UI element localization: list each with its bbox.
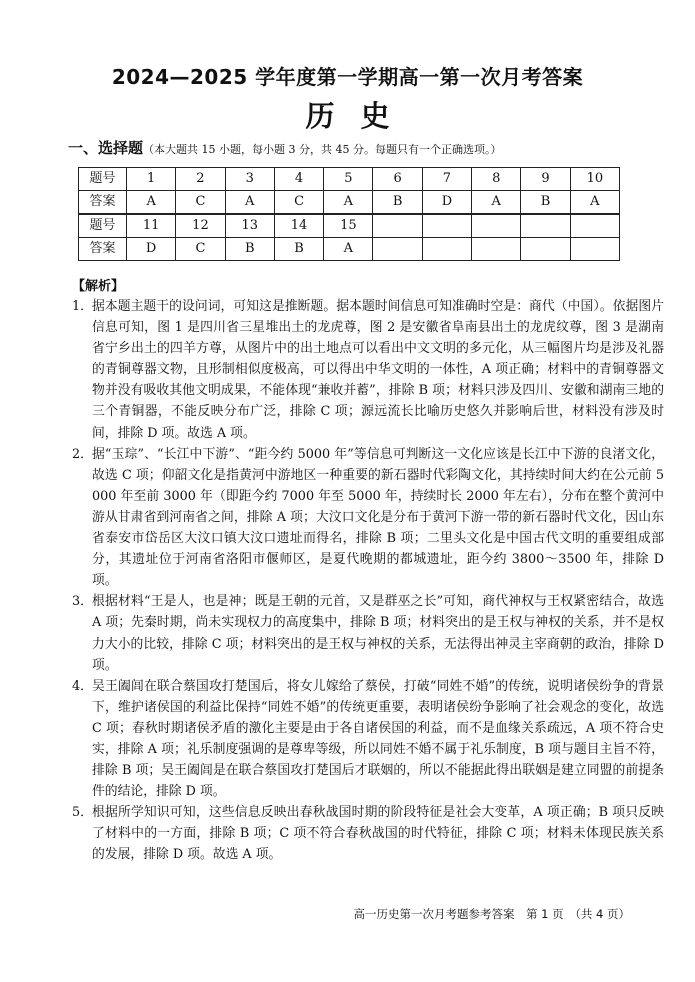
answer-cell	[422, 238, 471, 261]
item-number: 2．	[72, 446, 93, 462]
answer-cell: B	[373, 191, 422, 215]
question-number: 4	[274, 168, 323, 191]
list-item	[72, 296, 664, 444]
list-item	[72, 591, 664, 675]
analysis-heading: 【解析】	[72, 279, 125, 294]
row-label-question: 题号	[79, 168, 127, 191]
row-label-answer: 答案	[79, 191, 127, 215]
item-text: 根据材料“王是人，也是神；既是王朝的元首，又是群巫之长”可知，商代神权与王权紧密结合，故选 A 项；先秦时期，尚未实现权力的高度集中，排除 B 项；材料突出的是王权与神权的关系，并不是权力大小的比较，排除 C 项；材料突出的是王权与神权的关系，无法得出神灵主宰商朝的政治，排除 D 项。	[92, 594, 664, 673]
row-label-answer: 答案	[79, 238, 127, 261]
answer-cell	[373, 238, 422, 261]
question-number: 1	[127, 168, 176, 191]
answer-cell: C	[176, 238, 225, 261]
item-text: 吴王阖闾在联合蔡国攻打楚国后，将女儿嫁给了蔡侯，打破“同姓不婚”的传统，说明诸侯纷争的背景下，维护诸侯国的利益比保持“同姓不婚”的传统更重要，表明诸侯纷争影响了社会观念的变化，故选 C 项；春秋时期诸侯矛盾的激化主要是由于各自诸侯国的利益，而不是血缘关系疏远，A 项不符合史实，排除 A 项；礼乐制度强调的是尊卑等级，所以同姓不婚不属于礼乐制度，B 项与题目主旨不符，排除 B 项；吴王阖闾是在联合蔡国攻打楚国后才联姻的，所以不能据此得出联姻是建立同盟的前提条件的结论，排除 D 项。	[92, 678, 664, 800]
section-note: （本大题共 15 小题，每小题 3 分，共 45 分。每题只有一个正确选项。）	[143, 143, 502, 156]
answer-cell: A	[225, 191, 274, 215]
question-number: 10	[570, 168, 619, 191]
table-row	[79, 214, 620, 238]
question-number	[570, 214, 619, 238]
answer-cell: D	[127, 238, 176, 261]
answer-cell: A	[127, 191, 176, 215]
question-number	[373, 214, 422, 238]
item-text: 据本题主题干的设问词，可知这是推断题。据本题时间信息可知准确时空是：商代（中国）。依据图片信息可知，图 1 是四川省三星堆出土的龙虎尊，图 2 是安徽省阜南县出土的龙虎纹尊，图 3 是湖南省宁乡出土的四羊方尊，从图片中的出土地点可以看出中文文明的多元化，从三幅图片均是涉及礼器的青铜尊器文物，且形制相似度极高，可以得出中华文明的一体性，A 项正确；材料中的青铜尊器文物并没有吸收其他文明成果，不能体现“兼收并蓄”，排除 B 项；材料只涉及四川、安徽和湖南三地的三个青铜器，不能反映分布广泛，排除 C 项；源远流长比喻历史悠久并影响后世，材料没有涉及时间，排除 D 项。故选 A 项。	[92, 299, 664, 441]
answer-cell: A	[472, 191, 521, 215]
list-item	[72, 444, 664, 592]
question-number	[472, 214, 521, 238]
question-number: 12	[176, 214, 225, 238]
question-number: 14	[274, 214, 323, 238]
answer-cell: C	[176, 191, 225, 215]
answer-cell: A	[324, 238, 373, 261]
answer-cell: D	[422, 191, 471, 215]
answer-cell: B	[274, 238, 323, 261]
question-number: 3	[225, 168, 274, 191]
question-number: 13	[225, 214, 274, 238]
answer-cell: A	[324, 191, 373, 215]
page-title: 2024—2025 学年度第一学期高一第一次月考答案	[111, 65, 584, 89]
item-number: 1．	[72, 299, 93, 314]
section-title: 一、选择题	[68, 139, 144, 157]
item-text: 据“玉琮”、“长江中下游”、“距今约 5000 年”等信息可判断这一文化应该是长江中下游的良渚文化，故选 C 项；仰韶文化是指黄河中游地区一种重要的新石器时代彩陶文化，其持续时间大约在公元前 5000 年至前 3000 年（即距今约 7000 年至 5000 年，持续时长 2000 年左右），分布在整个黄河中游从甘肃省到河南省之间，排除 A 项；大汶口文化是分布于黄河下游一带的新石器时代文化，因山东省泰安市岱岳区大汶口镇大汶口遗址而得名，排除 B 项；二里头文化是中国古代文明的重要组成部分，其遗址位于河南省洛阳市偃师区，是夏代晚期的都城遗址，距今约 3800～3500 年，排除 D 项。	[92, 446, 664, 589]
item-number: 3．	[72, 594, 93, 610]
answer-cell: B	[521, 191, 570, 215]
answer-cell	[521, 238, 570, 261]
table-row	[79, 168, 620, 191]
question-number: 5	[324, 168, 373, 191]
analysis-list	[72, 296, 664, 866]
question-number	[422, 214, 471, 238]
list-item	[72, 676, 664, 803]
question-number	[521, 214, 570, 238]
answer-cell	[472, 238, 521, 261]
subject-heading: 历史	[305, 99, 416, 133]
question-number: 15	[324, 214, 373, 238]
row-label-question: 题号	[79, 214, 127, 238]
item-text: 根据所学知识可知，这些信息反映出春秋战国时期的阶段特征是社会大变革，A 项正确；B 项只反映了材料中的一方面，排除 B 项；C 项不符合春秋战国的时代特征，排除 C 项；材料未体现民族关系的发展，排除 D 项。故选 A 项。	[92, 805, 664, 863]
table-row	[79, 238, 620, 261]
item-number: 5．	[72, 805, 93, 821]
question-number: 8	[472, 168, 521, 191]
answer-cell	[570, 238, 619, 261]
answer-table	[78, 167, 620, 261]
list-item	[72, 802, 664, 865]
question-number: 7	[422, 168, 471, 191]
question-number: 9	[521, 168, 570, 191]
section-heading	[68, 138, 668, 160]
page-footer: 高一历史第一次月考题参考答案 第 1 页 （共 4 页）	[353, 907, 630, 921]
answer-cell: A	[570, 191, 619, 215]
table-row	[79, 191, 620, 215]
question-number: 2	[176, 168, 225, 191]
question-number: 11	[127, 214, 176, 238]
question-number: 6	[373, 168, 422, 191]
answer-cell: B	[225, 238, 274, 261]
answer-cell: C	[274, 191, 323, 215]
item-number: 4．	[72, 678, 93, 694]
